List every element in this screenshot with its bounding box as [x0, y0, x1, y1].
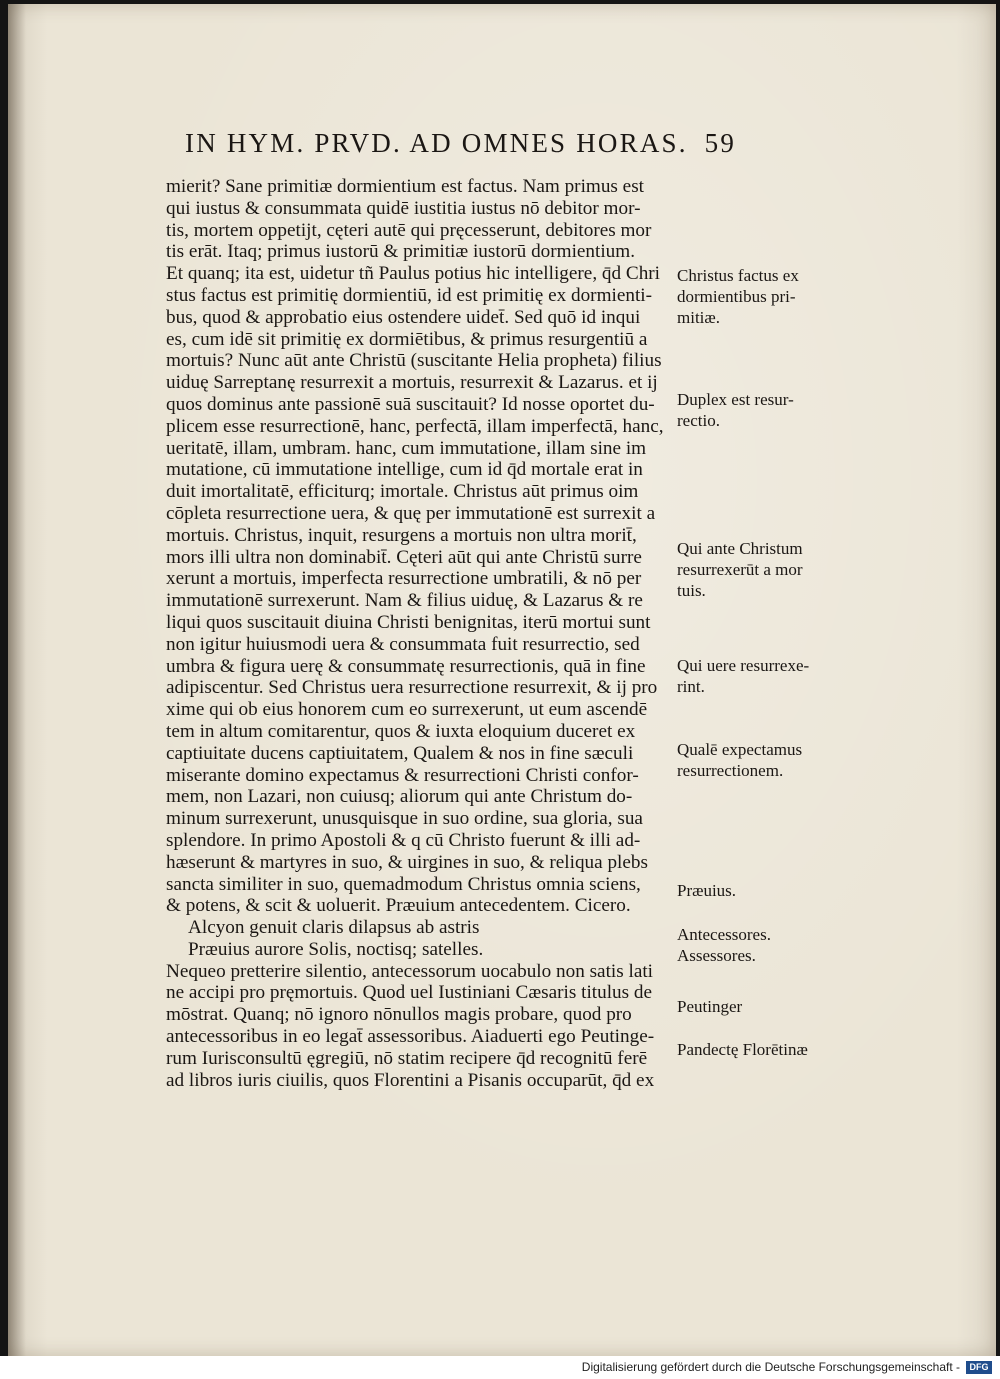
margin-note-line: Assessores. [677, 946, 756, 965]
text-line: ueritatē, illam, umbram. hanc, cum immutatione, illam sine im [166, 437, 647, 459]
text-line: tis erāt. Itaq; primus iustorū & primitiæ iustorū dormientium. [166, 241, 635, 263]
text-line: Alcyon genuit claris dilapsus ab astris [188, 917, 480, 939]
text-line: miserante domino expectamus & resurrectioni Christi confor- [166, 764, 639, 786]
text-line: stus factus est primitię dormientiū, id est primitię ex dormienti- [166, 284, 652, 306]
margin-note [677, 1039, 808, 1060]
text-line: uiduę Sarreptanę resurrexit a mortuis, resurrexit & Lazarus. et ij [166, 372, 658, 394]
text-line: captiuitate ducens captiuitatem, Qualem & nos in fine sæculi [166, 742, 634, 764]
text-line: es, cum idē sit primitię ex dormiētibus, & primus resurgentiū a [166, 328, 648, 350]
funding-credit: Digitalisierung gefördert durch die Deutsche Forschungsgemeinschaft - [581, 1360, 960, 1374]
text-line: ne accipi pro pręmortuis. Quod uel Iustiniani Cæsaris titulus de [166, 982, 653, 1004]
text-line: mierit? Sane primitiæ dormientium est factus. Nam primus est [166, 176, 645, 197]
text-line: mem, non Lazari, non cuiusq; aliorum qui ante Christum do- [166, 786, 633, 808]
margin-note-line: Pandectę Florētinæ [677, 1040, 808, 1059]
running-head-title: IN HYM. PRVD. AD OMNES HORAS. [185, 128, 688, 158]
running-head [185, 128, 737, 159]
text-line: mutatione, cū immutatione intellige, cum id q̄d mortale erat in [166, 459, 643, 481]
text-line: plicem esse resurrectionē, hanc, perfectā, illam imperfectā, hanc, [166, 415, 664, 437]
text-line: mors illi ultra non dominabit̄. Cęteri aūt qui ante Christū surre [166, 546, 642, 568]
margin-note-line: Peutinger [677, 997, 743, 1016]
text-line: mōstrat. Quanq; nō ignoro nōnullos magis probare, quod pro [166, 1004, 632, 1026]
text-line: non igitur huiusmodi uera & consummata fuit resurrectio, sed [166, 633, 640, 655]
text-line: bus, quod & approbatio eius ostendere uidet̄. Sed quō id inqui [166, 306, 641, 328]
margin-note-line: resurrectionem. [677, 761, 784, 780]
margin-note-line: rectio. [677, 411, 720, 430]
text-line: Nequeo pretterire silentio, antecessorum uocabulo non satis lati [166, 960, 654, 982]
main-text-block [166, 176, 671, 1091]
dfg-logo: DFG [966, 1361, 992, 1374]
text-line: immutationē surrexerunt. Nam & filius uiduę, & Lazarus & re [166, 590, 643, 612]
text-line: liqui quos suscitauit diuina Christi benignitas, iterū mortui sunt [166, 611, 651, 633]
footer-bar [0, 1356, 1000, 1379]
text-line: ad libros iuris ciuilis, quos Florentini a Pisanis occuparūt, q̄d ex [166, 1069, 655, 1091]
margin-note [677, 265, 799, 328]
text-line: splendore. In primo Apostoli & q cū Christo fuerunt & illi ad- [166, 829, 641, 851]
margin-note-line: Qui ante Christum [677, 539, 803, 558]
margin-note [677, 996, 742, 1017]
text-line: tis, mortem oppetijt, cęteri autē qui pręcesserunt, debitores mor [166, 219, 652, 241]
margin-note [677, 538, 803, 601]
text-line: minum surrexerunt, unusquisque in suo ordine, sua gloria, sua [166, 808, 643, 830]
text-line: umbra & figura uerę & consummatę resurrectionis, quā in fine [166, 655, 646, 677]
text-line: rum Iurisconsultū ęgregiū, nō statim recipere q̄d recognitū ferē [166, 1047, 648, 1069]
gutter-shadow [8, 4, 26, 1356]
margin-note-line: Christus factus ex [677, 266, 799, 285]
margin-note-line: Qui uere resurrexe- [677, 656, 810, 675]
margin-note-line: Antecessores. [677, 925, 771, 944]
margin-note-line: resurrexerūt a mor [677, 560, 803, 579]
text-line: mortuis. Christus, inquit, resurgens a mortuis non ultra morit̄, [166, 524, 637, 546]
text-line: adipiscentur. Sed Christus uera resurrectione resurrexit, & ij pro [166, 677, 658, 699]
text-line: Et quanq; ita est, uidetur tñ Paulus potius hic intelligere, q̄d Chri [166, 263, 661, 285]
margin-note-line: Præuius. [677, 881, 737, 900]
margin-note [677, 739, 802, 781]
margin-note [677, 389, 794, 431]
text-line: cōpleta resurrectione uera, & quę per immutationē est surrexit a [166, 502, 656, 524]
text-line: antecessoribus in eo legat̄ assessoribus. Aiaduerti ego Peutinge- [166, 1026, 655, 1048]
text-line: & potens, & scit & uoluerit. Præuium antecedentem. Cicero. [166, 895, 631, 917]
text-line: hæserunt & martyres in suo, & uirgines in suo, & reliqua plebs [166, 851, 648, 873]
text-line: Præuius aurore Solis, noctisq; satelles. [188, 938, 484, 960]
text-line: qui iustus & consummata quidē iustitia iustus nō debitor mor- [166, 197, 641, 219]
margin-note-line: mitiæ. [677, 308, 720, 327]
margin-note-line: tuis. [677, 581, 706, 600]
text-line: mortuis? Nunc aūt ante Christū (suscitante Helia propheta) filius [166, 350, 662, 372]
margin-note-line: rint. [677, 677, 705, 696]
margin-note-line: dormientibus pri- [677, 287, 796, 306]
text-line: xerunt a mortuis, imperfecta resurrectione umbratili, & nō per [166, 568, 642, 590]
text-line: quos dominus ante passionē suā suscitauit? Id nosse oportet du- [166, 393, 655, 415]
text-line: sancta similiter in suo, quemadmodum Christus omnia sciens, [166, 873, 641, 895]
margin-note [677, 924, 771, 966]
margin-note [677, 655, 809, 697]
margin-note-line: Duplex est resur- [677, 390, 794, 409]
text-line: tem in altum comitarentur, quos & iuxta eloquium duceret ex [166, 720, 636, 742]
margin-note-line: Qualē expectamus [677, 740, 803, 759]
margin-note [677, 880, 736, 901]
text-line: xime qui ob eius honorem cum eo surrexerunt, ut eum ascendē [166, 699, 648, 721]
folio-number: 59 [704, 128, 737, 158]
text-line: duit imortalitatē, efficiturq; imortale. Christus aūt primus oim [166, 481, 639, 503]
